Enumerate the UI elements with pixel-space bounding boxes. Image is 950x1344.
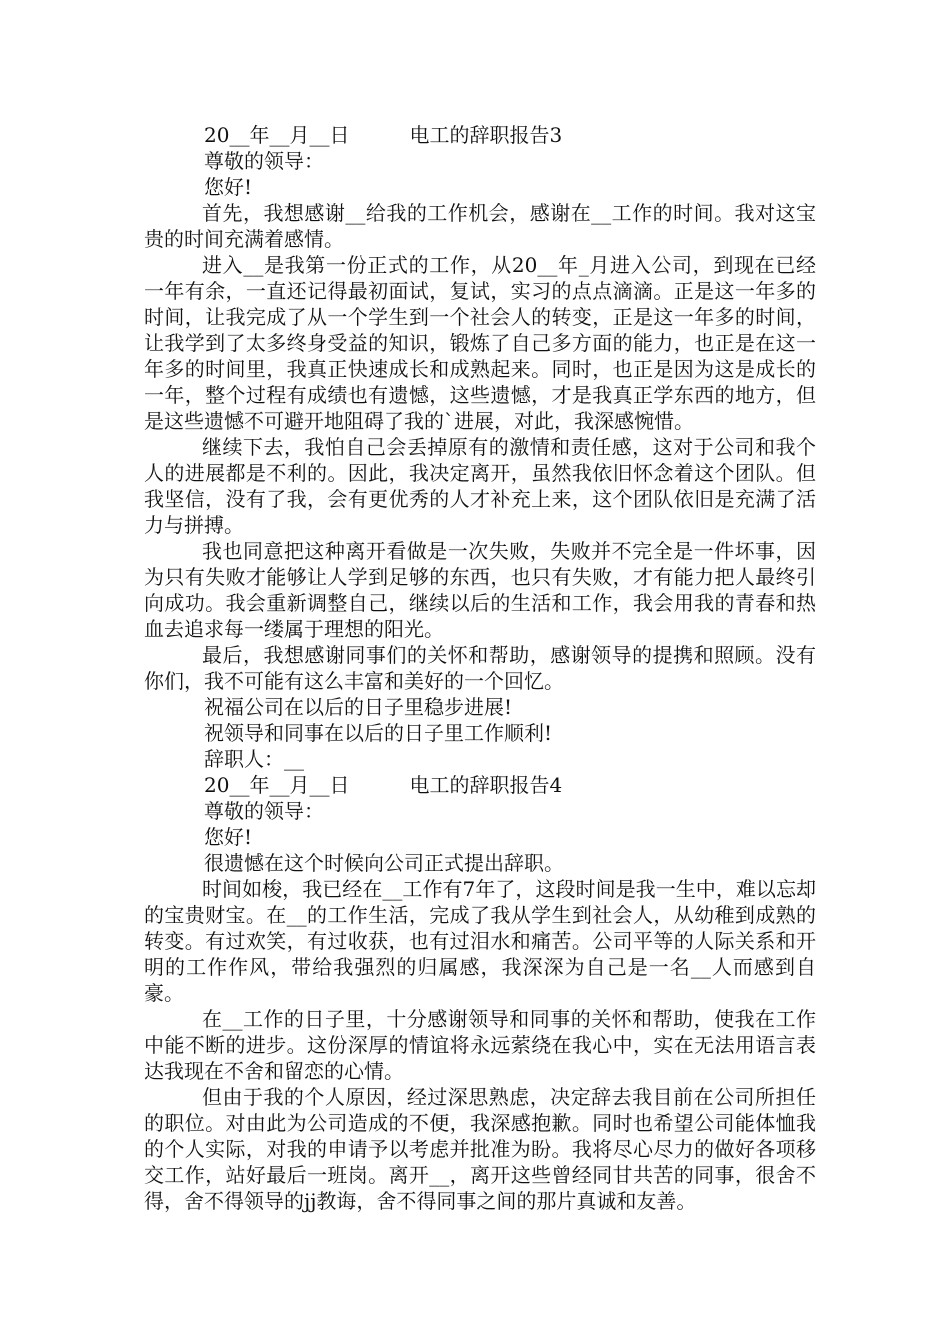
wish-company: 祝福公司在以后的日子里稳步进展! <box>144 695 513 719</box>
paragraph-closing-thanks: 最后，我想感谢同事们的关怀和帮助，感谢领导的提携和照顾。没有你们，我不可能有这么丰富和美好的一个回忆。 <box>144 643 816 693</box>
wish-colleagues: 祝领导和同事在以后的日子里工作顺利! <box>144 721 553 745</box>
date-and-heading-report-4: 20__年__月__日 电工的辞职报告4 <box>144 773 563 797</box>
date-and-heading-report-3: 20__年__月__日 电工的辞职报告3 <box>144 123 563 147</box>
paragraph-thanks: 首先，我想感谢__给我的工作机会，感谢在__工作的时间。我对这宝贵的时间充满着感情。 <box>144 201 816 251</box>
salutation: 尊敬的领导： <box>144 799 324 823</box>
resignation-statement: 很遗憾在这个时候向公司正式提出辞职。 <box>144 851 564 875</box>
paragraph-gratitude: 在__工作的日子里，十分感谢领导和同事的关怀和帮助，使我在工作中能不断的进步。这份深厚的情谊将永远萦绕在我心中，实在无法用语言表达我现在不舍和留恋的心情。 <box>144 1007 816 1083</box>
greeting: 您好! <box>144 175 253 199</box>
signature-line: 辞职人：__ <box>144 747 304 771</box>
paragraph-personal-reasons: 但由于我的个人原因，经过深思熟虑，决定辞去我目前在公司所担任的职位。对由此为公司造成的不便，我深感抱歉。同时也希望公司能体恤我的个人实际，对我的申请予以考虑并批准为盼。我将尽心尽力的做好各项移交工作，站好最后一班岗。离开__，离开这些曾经同甘共苦的同事，很舍不得，舍不得领导的jj教诲，舍不得同事之间的那片真诚和友善。 <box>144 1085 816 1213</box>
paragraph-failure: 我也同意把这种离开看做是一次失败，失败并不完全是一件坏事，因为只有失败才能够让人学到足够的东西，也只有失败，才有能力把人最终引向成功。我会重新调整自己，继续以后的生活和工作，我会用我的青春和热血去追求每一缕属于理想的阳光。 <box>144 539 816 641</box>
salutation: 尊敬的领导： <box>144 149 324 173</box>
paragraph-decision: 继续下去，我怕自己会丢掉原有的激情和责任感，这对于公司和我个人的进展都是不利的。因此，我决定离开，虽然我依旧怀念着这个团队。但我坚信，没有了我，会有更优秀的人才补充上来，这个团队依旧是充满了活力与拼搏。 <box>144 435 816 537</box>
paragraph-first-job: 进入__是我第一份正式的工作，从20__年_月进入公司，到现在已经一年有余，一直还记得最初面试，复试，实习的点点滴滴。正是这一年多的时间，让我完成了从一个学生到一个社会人的转变，正是这一年多的时间，让我学到了太多终身受益的知识，锻炼了自己多方面的能力，也正是在这一年多的时间里，我真正快速成长和成熟起来。同时，也正是因为这是成长的一年，整个过程有成绩也有遗憾，这些遗憾，才是我真正学东西的地方，但是这些遗憾不可避开地阻碍了我的`进展，对此，我深感惋惜。 <box>144 253 816 433</box>
greeting: 您好! <box>144 825 253 849</box>
paragraph-seven-years: 时间如梭，我已经在__工作有7年了，这段时间是我一生中，难以忘却的宝贵财宝。在__的工作生活，完成了我从学生到社会人，从幼稚到成熟的转变。有过欢笑，有过收获，也有过泪水和痛苦。公司平等的人际关系和开明的工作作风，带给我强烈的归属感，我深深为自己是一名__人而感到自豪。 <box>144 877 816 1005</box>
document-body <box>144 122 816 1214</box>
